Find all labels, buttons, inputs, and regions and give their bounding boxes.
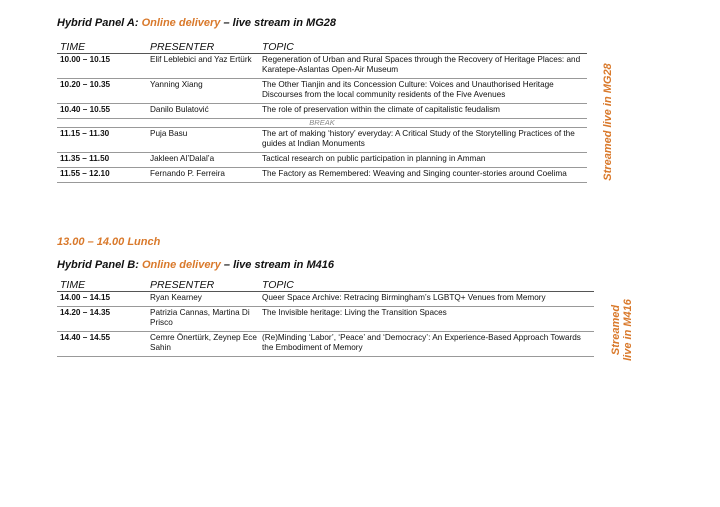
column-header-presenter: PRESENTER: [147, 42, 259, 54]
session-presenter: Cemre Önertürk, Zeynep Ece Sahin: [147, 332, 259, 357]
session-presenter: Puja Basu: [147, 128, 259, 153]
panel-a-title: [57, 17, 336, 29]
table-row: [57, 332, 594, 357]
column-header-topic: TOPIC: [259, 42, 587, 54]
session-presenter: Elif Leblebici and Yaz Ertürk: [147, 54, 259, 79]
table-row: [57, 153, 587, 168]
session-presenter: Patrizia Cannas, Martina Di Prisco: [147, 307, 259, 332]
session-presenter: Danilo Bulatović: [147, 104, 259, 119]
session-time: 14.20 – 14.35: [57, 307, 147, 332]
panel-b-title-suffix: – live stream in M416: [220, 259, 334, 271]
panel-a-schedule-table: [57, 42, 587, 183]
column-header-topic: TOPIC: [259, 280, 594, 292]
table-row: [57, 168, 587, 183]
panel-b-title-prefix: Hybrid Panel B:: [57, 259, 142, 271]
panel-b-schedule-table: [57, 280, 594, 357]
session-time: 10.20 – 10.35: [57, 79, 147, 104]
session-topic: Tactical research on public participation in planning in Amman: [259, 153, 587, 168]
session-presenter: Yanning Xiang: [147, 79, 259, 104]
panel-b-title-accent: Online delivery: [141, 259, 221, 271]
table-row: [57, 79, 587, 104]
panel-b-title: [57, 259, 334, 271]
break-row: [57, 119, 587, 128]
session-topic: The Other Tianjin and its Concession Culture: Voices and Unauthorised Heritage Discourses from the local community residents of the Five Avenues: [259, 79, 587, 104]
session-time: 10.00 – 10.15: [57, 54, 147, 79]
table-row: [57, 292, 594, 307]
panel-a-title-suffix: – live stream in MG28: [220, 17, 336, 29]
session-time: 10.40 – 10.55: [57, 104, 147, 119]
session-topic: Regeneration of Urban and Rural Spaces through the Recovery of Heritage Places: and Karatepe-Aslantas Open-Air Museum: [259, 54, 587, 79]
session-presenter: Fernando P. Ferreira: [147, 168, 259, 183]
lunch-break: 13.00 – 14.00 Lunch: [57, 236, 161, 248]
panel-a-stream-label: Streamed live in MG28: [602, 63, 614, 181]
session-topic: The role of preservation within the climate of capitalistic feudalism: [259, 104, 587, 119]
session-topic: The art of making ‘history’ everyday: A Critical Study of the Storytelling Practices of the guides at Indian Monuments: [259, 128, 587, 153]
table-header-row: [57, 42, 587, 54]
session-topic: The Invisible heritage: Living the Transition Spaces: [259, 307, 594, 332]
column-header-presenter: PRESENTER: [147, 280, 259, 292]
panel-a-title-accent: Online delivery: [141, 17, 221, 29]
table-row: [57, 54, 587, 79]
session-topic: The Factory as Remembered: Weaving and Singing counter-stories around Coelima: [259, 168, 587, 183]
break-label: BREAK: [57, 119, 587, 128]
session-presenter: Jakleen Al’Dalal’a: [147, 153, 259, 168]
session-topic: Queer Space Archive: Retracing Birmingham’s LGBTQ+ Venues from Memory: [259, 292, 594, 307]
table-row: [57, 307, 594, 332]
panel-b-stream-label-line1: Streamed: [610, 304, 622, 356]
session-time: 11.55 – 12.10: [57, 168, 147, 183]
panel-a-title-prefix: Hybrid Panel A:: [57, 17, 142, 29]
session-time: 14.40 – 14.55: [57, 332, 147, 357]
session-presenter: Ryan Kearney: [147, 292, 259, 307]
table-row: [57, 128, 587, 153]
table-header-row: [57, 280, 594, 292]
table-row: [57, 104, 587, 119]
panel-b-stream-label: [610, 290, 634, 370]
session-time: 14.00 – 14.15: [57, 292, 147, 307]
session-time: 11.15 – 11.30: [57, 128, 147, 153]
session-topic: (Re)Minding ‘Labor’, ‘Peace’ and ‘Democracy’: An Experience-Based Approach Towards the Embodiment of Memory: [259, 332, 594, 357]
session-time: 11.35 – 11.50: [57, 153, 147, 168]
column-header-time: TIME: [57, 42, 147, 54]
column-header-time: TIME: [57, 280, 147, 292]
panel-b-stream-label-line2: live in M416: [622, 299, 634, 361]
